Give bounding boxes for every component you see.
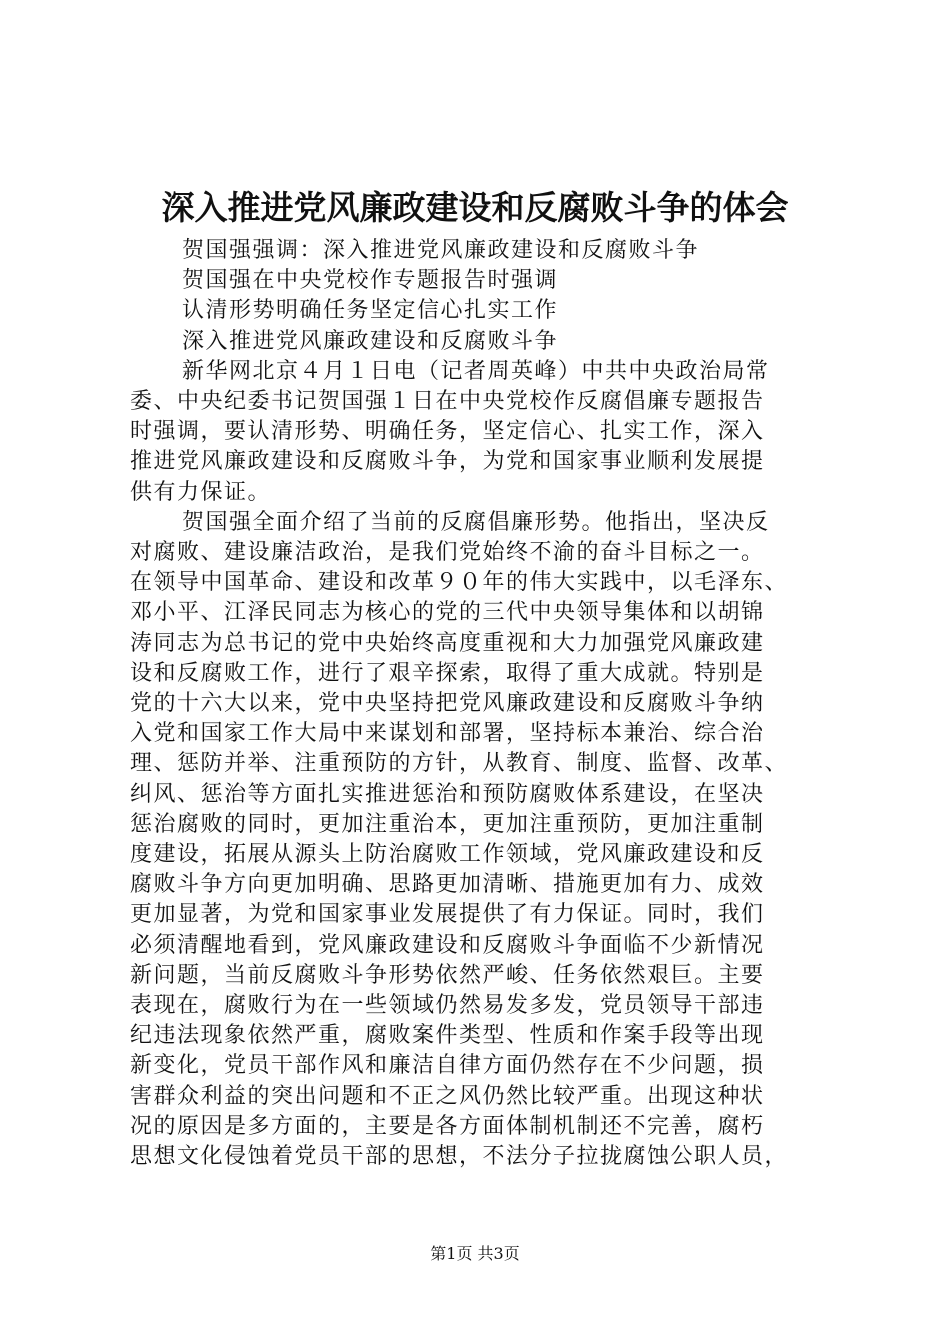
paragraph-line: 时强调，要认清形势、明确任务，坚定信心、扎实工作，深入 xyxy=(130,419,765,445)
document-body xyxy=(130,236,830,1172)
paragraph-line: 推进党风廉政建设和反腐败斗争，为党和国家事业顺利发展提 xyxy=(130,449,765,475)
subheading-line: 贺国强在中央党校作专题报告时强调 xyxy=(182,268,559,294)
paragraph-line: 理、惩防并举、注重预防的方针，从教育、制度、监督、改革、 xyxy=(130,751,789,777)
paragraph-line: 腐败斗争方向更加明确、思路更加清晰、措施更加有力、成效 xyxy=(130,872,765,898)
subheading-line: 认清形势明确任务坚定信心扎实工作 xyxy=(182,298,559,324)
subheading-line: 贺国强强调：深入推进党风廉政建设和反腐败斗争 xyxy=(182,238,700,263)
page-number-footer: 第1页 共3页 xyxy=(430,1244,520,1263)
paragraph-line: 害群众利益的突出问题和不正之风仍然比较严重。出现这种状 xyxy=(130,1083,765,1109)
paragraph-line: 入党和国家工作大局中来谋划和部署，坚持标本兼治、综合治 xyxy=(130,721,765,747)
subheading-line: 深入推进党风廉政建设和反腐败斗争 xyxy=(182,328,559,354)
paragraph-line: 新变化，党员干部作风和廉洁自律方面仍然存在不少问题，损 xyxy=(130,1053,765,1079)
paragraph-line: 纪违法现象依然严重，腐败案件类型、性质和作案手段等出现 xyxy=(130,1023,765,1049)
paragraph-line: 度建设，拓展从源头上防治腐败工作领域，党风廉政建设和反 xyxy=(130,842,765,868)
paragraph-line: 新华网北京４月１日电（记者周英峰）中共中央政治局常 xyxy=(182,358,770,384)
paragraph-line: 更加显著，为党和国家事业发展提供了有力保证。同时，我们 xyxy=(130,902,765,928)
paragraph-2 xyxy=(130,508,830,1172)
paragraph-line: 设和反腐败工作，进行了艰辛探索，取得了重大成就。特别是 xyxy=(130,660,765,686)
subheading-block xyxy=(130,236,830,357)
paragraph-line: 贺国强全面介绍了当前的反腐倡廉形势。他指出，坚决反 xyxy=(182,509,770,535)
paragraph-line: 新问题，当前反腐败斗争形势依然严峻、任务依然艰巨。主要 xyxy=(130,962,765,988)
paragraph-line: 表现在，腐败行为在一些领域仍然易发多发，党员领导干部违 xyxy=(130,993,765,1019)
paragraph-line: 纠风、惩治等方面扎实推进惩治和预防腐败体系建设，在坚决 xyxy=(130,781,765,807)
paragraph-line: 必须清醒地看到，党风廉政建设和反腐败斗争面临不少新情况 xyxy=(130,932,765,958)
paragraph-line: 涛同志为总书记的党中央始终高度重视和大力加强党风廉政建 xyxy=(130,630,765,656)
paragraph-line: 供有力保证。 xyxy=(130,479,272,505)
paragraph-line: 况的原因是多方面的，主要是各方面体制机制还不完善，腐朽 xyxy=(130,1113,765,1139)
paragraph-line: 对腐败、建设廉洁政治，是我们党始终不渝的奋斗目标之一。 xyxy=(130,540,765,566)
paragraph-line: 在领导中国革命、建设和改革９０年的伟大实践中，以毛泽东、 xyxy=(130,570,789,596)
paragraph-line: 思想文化侵蚀着党员干部的思想，不法分子拉拢腐蚀公职人员， xyxy=(130,1144,789,1170)
paragraph-line: 委、中央纪委书记贺国强１日在中央党校作反腐倡廉专题报告 xyxy=(130,389,765,415)
paragraph-line: 邓小平、江泽民同志为核心的党的三代中央领导集体和以胡锦 xyxy=(130,600,765,626)
paragraph-line: 惩治腐败的同时，更加注重治本，更加注重预防，更加注重制 xyxy=(130,811,765,837)
paragraph-1 xyxy=(130,357,830,508)
paragraph-line: 党的十六大以来，党中央坚持把党风廉政建设和反腐败斗争纳 xyxy=(130,691,765,717)
document-title: 深入推进党风廉政建设和反腐败斗争的体会 xyxy=(161,188,789,227)
